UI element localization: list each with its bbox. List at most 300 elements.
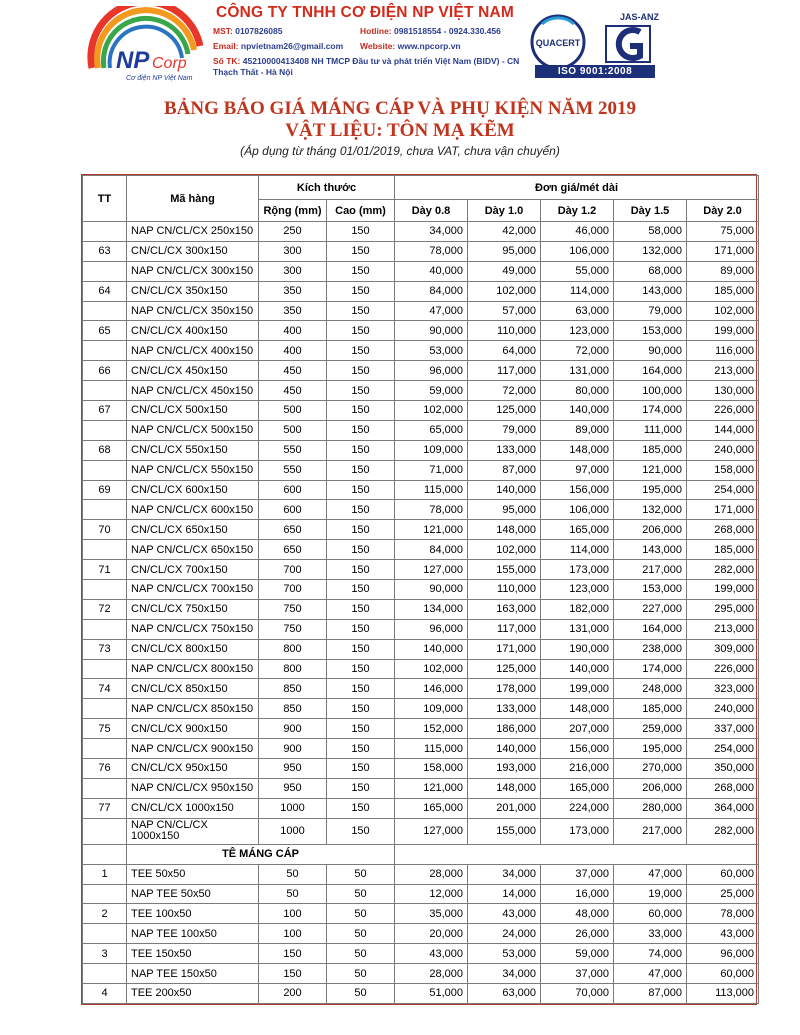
- cell-width: 550: [259, 440, 327, 460]
- email-value: npvietnam26@gmail.com: [240, 41, 344, 51]
- col-header-thickness-1-5: Dày 1.5: [614, 200, 687, 222]
- cell-price: 182,000: [541, 599, 614, 619]
- cell-price: 37,000: [541, 964, 614, 984]
- cell-tt: 63: [83, 241, 127, 261]
- cell-price: 133,000: [468, 699, 541, 719]
- cell-code: NAP CN/CL/CX 650x150: [127, 540, 259, 560]
- cell-price: 158,000: [395, 759, 468, 779]
- cell-width: 700: [259, 560, 327, 580]
- cell-price: 207,000: [541, 719, 614, 739]
- cell-price: 121,000: [395, 520, 468, 540]
- cell-price: 156,000: [541, 739, 614, 759]
- cell-price: 95,000: [468, 500, 541, 520]
- cell-code: NAP TEE 100x50: [127, 924, 259, 944]
- cell-tt: [83, 500, 127, 520]
- cell-price: 110,000: [468, 580, 541, 600]
- bank-account: [213, 56, 523, 78]
- cell-code: NAP TEE 150x50: [127, 964, 259, 984]
- cell-height: 150: [327, 798, 395, 818]
- table-row: [83, 341, 759, 361]
- cell-height: 150: [327, 659, 395, 679]
- table-row: [83, 924, 759, 944]
- cell-width: 1000: [259, 818, 327, 844]
- bank-account-label: Số TK:: [213, 56, 241, 66]
- table-row: [83, 639, 759, 659]
- cell-price: 217,000: [614, 560, 687, 580]
- cell-code: NAP CN/CL/CX 450x150: [127, 381, 259, 401]
- cell-price: 102,000: [395, 659, 468, 679]
- cell-price: 148,000: [541, 699, 614, 719]
- cell-price: 26,000: [541, 924, 614, 944]
- hotline-value: 0981518554 - 0924.330.456: [394, 26, 501, 36]
- cell-price: 28,000: [395, 964, 468, 984]
- cell-price: 132,000: [614, 241, 687, 261]
- cell-tt: [83, 222, 127, 242]
- cell-price: 35,000: [395, 904, 468, 924]
- cell-code: NAP CN/CL/CX 300x150: [127, 261, 259, 281]
- cell-price: 186,000: [468, 719, 541, 739]
- cell-price: 254,000: [687, 480, 759, 500]
- cell-price: 58,000: [614, 222, 687, 242]
- cell-height: 150: [327, 778, 395, 798]
- cell-price: 68,000: [614, 261, 687, 281]
- cell-tt: [83, 884, 127, 904]
- cell-price: 47,000: [614, 964, 687, 984]
- cell-code: NAP CN/CL/CX 950x150: [127, 778, 259, 798]
- cell-height: 150: [327, 719, 395, 739]
- cell-code: TEE 200x50: [127, 983, 259, 1003]
- price-table: [82, 175, 759, 1004]
- cell-height: 150: [327, 241, 395, 261]
- cell-height: 150: [327, 281, 395, 301]
- cell-width: 400: [259, 321, 327, 341]
- website: [360, 41, 461, 51]
- cell-price: 133,000: [468, 440, 541, 460]
- cell-price: 130,000: [687, 381, 759, 401]
- cell-tt: 1: [83, 864, 127, 884]
- cell-price: 226,000: [687, 401, 759, 421]
- table-row: [83, 321, 759, 341]
- cell-price: 185,000: [687, 281, 759, 301]
- cell-price: 78,000: [687, 904, 759, 924]
- cell-tt: [83, 818, 127, 844]
- col-header-thickness-1-2: Dày 1.2: [541, 200, 614, 222]
- cell-price: 111,000: [614, 420, 687, 440]
- pricing-note: (Áp dụng từ tháng 01/01/2019, chưa VAT, chưa vận chuyển): [240, 144, 560, 158]
- table-row: [83, 884, 759, 904]
- cell-price: 96,000: [395, 619, 468, 639]
- cell-price: 78,000: [395, 241, 468, 261]
- header-row-1: [83, 176, 759, 200]
- cell-width: 750: [259, 599, 327, 619]
- cell-tt: [83, 778, 127, 798]
- cell-price: 34,000: [395, 222, 468, 242]
- table-row: [83, 281, 759, 301]
- cell-height: 150: [327, 321, 395, 341]
- email: [213, 41, 343, 51]
- cell-price: 48,000: [541, 904, 614, 924]
- cell-price: 59,000: [395, 381, 468, 401]
- cell-height: 150: [327, 261, 395, 281]
- cell-price: 97,000: [541, 460, 614, 480]
- cell-width: 750: [259, 619, 327, 639]
- cell-price: 90,000: [395, 580, 468, 600]
- cell-tt: 73: [83, 639, 127, 659]
- cell-price: 47,000: [395, 301, 468, 321]
- cell-height: 50: [327, 944, 395, 964]
- table-row: [83, 301, 759, 321]
- table-row: [83, 798, 759, 818]
- cell-price: 106,000: [541, 500, 614, 520]
- cell-price: 364,000: [687, 798, 759, 818]
- cell-width: 650: [259, 540, 327, 560]
- cell-price: 148,000: [468, 520, 541, 540]
- cell-code: CN/CL/CX 1000x150: [127, 798, 259, 818]
- col-header-dimensions: Kích thước: [259, 176, 395, 200]
- cell-width: 850: [259, 679, 327, 699]
- cell-price: 87,000: [468, 460, 541, 480]
- cell-width: 300: [259, 261, 327, 281]
- cell-height: 50: [327, 964, 395, 984]
- cell-price: 55,000: [541, 261, 614, 281]
- cell-price: 140,000: [541, 401, 614, 421]
- cell-price: 213,000: [687, 619, 759, 639]
- cell-code: NAP CN/CL/CX 400x150: [127, 341, 259, 361]
- cell-tt: 69: [83, 480, 127, 500]
- cell-code: TEE 100x50: [127, 904, 259, 924]
- cell-height: 150: [327, 699, 395, 719]
- cell-price: 178,000: [468, 679, 541, 699]
- cell-price: 75,000: [687, 222, 759, 242]
- col-header-width: Rộng (mm): [259, 200, 327, 222]
- cell-height: 150: [327, 679, 395, 699]
- cell-price: 121,000: [614, 460, 687, 480]
- table-row: [83, 818, 759, 844]
- table-row: [83, 599, 759, 619]
- cell-price: 350,000: [687, 759, 759, 779]
- cell-code: CN/CL/CX 450x150: [127, 361, 259, 381]
- cell-width: 850: [259, 699, 327, 719]
- cell-height: 150: [327, 739, 395, 759]
- cell-tt: [83, 540, 127, 560]
- cell-price: 106,000: [541, 241, 614, 261]
- cell-price: 96,000: [395, 361, 468, 381]
- cell-tt: [83, 619, 127, 639]
- cell-tt: [83, 381, 127, 401]
- cell-price: 309,000: [687, 639, 759, 659]
- website-label: Website:: [360, 41, 396, 51]
- cell-width: 500: [259, 420, 327, 440]
- cell-price: 199,000: [687, 321, 759, 341]
- cell-price: 59,000: [541, 944, 614, 964]
- cell-code: CN/CL/CX 650x150: [127, 520, 259, 540]
- price-table-container: [81, 174, 757, 1005]
- cell-price: 49,000: [468, 261, 541, 281]
- cell-code: CN/CL/CX 300x150: [127, 241, 259, 261]
- cell-price: 42,000: [468, 222, 541, 242]
- cert-brand: QUACERT: [535, 38, 581, 48]
- cell-price: 165,000: [541, 778, 614, 798]
- material-subtitle: VẬT LIỆU: TÔN MẠ KẼM: [285, 120, 515, 141]
- cell-tt: 74: [83, 679, 127, 699]
- cell-code: CN/CL/CX 400x150: [127, 321, 259, 341]
- cell-width: 900: [259, 739, 327, 759]
- cell-width: 400: [259, 341, 327, 361]
- cell-price: 195,000: [614, 480, 687, 500]
- cell-price: 57,000: [468, 301, 541, 321]
- cell-price: 174,000: [614, 401, 687, 421]
- table-row: [83, 983, 759, 1003]
- cell-height: 150: [327, 580, 395, 600]
- cell-width: 950: [259, 759, 327, 779]
- cell-width: 50: [259, 884, 327, 904]
- cell-price: 110,000: [468, 321, 541, 341]
- cell-width: 800: [259, 639, 327, 659]
- table-row: [83, 699, 759, 719]
- cell-width: 250: [259, 222, 327, 242]
- svg-text:NP: NP: [116, 47, 150, 74]
- cell-code: NAP CN/CL/CX 750x150: [127, 619, 259, 639]
- col-header-height: Cao (mm): [327, 200, 395, 222]
- cell-tt: 67: [83, 401, 127, 421]
- cell-code: TEE 150x50: [127, 944, 259, 964]
- cell-price: 100,000: [614, 381, 687, 401]
- cell-price: 216,000: [541, 759, 614, 779]
- table-row: [83, 719, 759, 739]
- cell-price: 51,000: [395, 983, 468, 1003]
- cell-tt: [83, 420, 127, 440]
- cell-price: 171,000: [687, 500, 759, 520]
- company-name: CÔNG TY TNHH CƠ ĐIỆN NP VIỆT NAM: [215, 4, 515, 21]
- cell-tt: [83, 261, 127, 281]
- cell-price: 268,000: [687, 520, 759, 540]
- cell-width: 50: [259, 864, 327, 884]
- cell-price: 337,000: [687, 719, 759, 739]
- cell-price: 74,000: [614, 944, 687, 964]
- cell-price: 153,000: [614, 321, 687, 341]
- cell-price: 158,000: [687, 460, 759, 480]
- cell-width: 100: [259, 904, 327, 924]
- cell-price: 153,000: [614, 580, 687, 600]
- cell-price: 43,000: [687, 924, 759, 944]
- cell-width: 100: [259, 924, 327, 944]
- cell-price: 217,000: [614, 818, 687, 844]
- cell-price: 96,000: [687, 944, 759, 964]
- cell-height: 50: [327, 904, 395, 924]
- cell-price: 109,000: [395, 699, 468, 719]
- cell-height: 150: [327, 480, 395, 500]
- table-row: [83, 944, 759, 964]
- letterhead: [0, 0, 800, 90]
- cell-height: 150: [327, 619, 395, 639]
- cell-tt: 75: [83, 719, 127, 739]
- cell-price: 165,000: [541, 520, 614, 540]
- cell-height: 150: [327, 818, 395, 844]
- website-value: www.npcorp.vn: [397, 41, 461, 51]
- cell-code: CN/CL/CX 500x150: [127, 401, 259, 421]
- cell-price: 121,000: [395, 778, 468, 798]
- tax-code-label: MST:: [213, 26, 233, 36]
- cell-height: 150: [327, 301, 395, 321]
- table-row: [83, 261, 759, 281]
- cell-tt: 68: [83, 440, 127, 460]
- cell-price: 89,000: [541, 420, 614, 440]
- section-row-tee: [83, 844, 759, 864]
- cell-price: 19,000: [614, 884, 687, 904]
- table-row: [83, 440, 759, 460]
- cell-price: 113,000: [687, 983, 759, 1003]
- cell-code: CN/CL/CX 600x150: [127, 480, 259, 500]
- cell-width: 150: [259, 964, 327, 984]
- cell-price: 102,000: [395, 401, 468, 421]
- tax-code-value: 0107826085: [235, 26, 283, 36]
- cell-price: 155,000: [468, 818, 541, 844]
- cell-price: 102,000: [468, 540, 541, 560]
- cell-price: 84,000: [395, 281, 468, 301]
- cell-code: NAP CN/CL/CX 1000x150: [127, 818, 259, 844]
- cell-price: 87,000: [614, 983, 687, 1003]
- cell-price: 53,000: [395, 341, 468, 361]
- cell-tt: [83, 924, 127, 944]
- cell-height: 150: [327, 639, 395, 659]
- table-row: [83, 241, 759, 261]
- cell-tt: 4: [83, 983, 127, 1003]
- cell-price: 117,000: [468, 619, 541, 639]
- cell-price: 123,000: [541, 580, 614, 600]
- cell-price: 140,000: [541, 659, 614, 679]
- cell-tt: 77: [83, 798, 127, 818]
- cell-tt: 76: [83, 759, 127, 779]
- cell-price: 240,000: [687, 440, 759, 460]
- cell-price: 72,000: [541, 341, 614, 361]
- cell-price: 171,000: [687, 241, 759, 261]
- table-row: [83, 904, 759, 924]
- cell-price: 34,000: [468, 864, 541, 884]
- cell-price: 89,000: [687, 261, 759, 281]
- cell-width: 500: [259, 401, 327, 421]
- cell-width: 650: [259, 520, 327, 540]
- cell-price: 80,000: [541, 381, 614, 401]
- cell-tt: 66: [83, 361, 127, 381]
- cell-price: 79,000: [614, 301, 687, 321]
- cell-price: 165,000: [395, 798, 468, 818]
- cell-price: 127,000: [395, 818, 468, 844]
- cell-tt: 70: [83, 520, 127, 540]
- cell-price: 323,000: [687, 679, 759, 699]
- cell-price: 114,000: [541, 540, 614, 560]
- tax-code: [213, 26, 283, 36]
- table-row: [83, 460, 759, 480]
- cell-width: 200: [259, 983, 327, 1003]
- iso-badge: ISO 9001:2008: [535, 65, 655, 78]
- cell-price: 116,000: [687, 341, 759, 361]
- cell-price: 109,000: [395, 440, 468, 460]
- cell-height: 150: [327, 540, 395, 560]
- table-row: [83, 520, 759, 540]
- cell-price: 155,000: [468, 560, 541, 580]
- cell-price: 123,000: [541, 321, 614, 341]
- table-row: [83, 679, 759, 699]
- cell-code: NAP CN/CL/CX 500x150: [127, 420, 259, 440]
- cell-tt: [83, 699, 127, 719]
- cell-price: 102,000: [468, 281, 541, 301]
- cell-price: 90,000: [614, 341, 687, 361]
- table-row: [83, 480, 759, 500]
- cell-price: 60,000: [687, 864, 759, 884]
- hotline-label: Hotline:: [360, 26, 392, 36]
- cell-width: 800: [259, 659, 327, 679]
- cell-width: 150: [259, 944, 327, 964]
- cell-width: 350: [259, 281, 327, 301]
- cell-price: 238,000: [614, 639, 687, 659]
- table-row: [83, 401, 759, 421]
- cell-price: 115,000: [395, 480, 468, 500]
- cell-price: 173,000: [541, 560, 614, 580]
- cell-code: CN/CL/CX 800x150: [127, 639, 259, 659]
- cell-price: 164,000: [614, 619, 687, 639]
- cell-price: 140,000: [468, 480, 541, 500]
- cell-price: 24,000: [468, 924, 541, 944]
- cell-tt: 72: [83, 599, 127, 619]
- cell-tt: 71: [83, 560, 127, 580]
- cell-code: NAP TEE 50x50: [127, 884, 259, 904]
- cell-tt: [83, 301, 127, 321]
- cell-price: 132,000: [614, 500, 687, 520]
- cell-code: CN/CL/CX 900x150: [127, 719, 259, 739]
- cell-width: 1000: [259, 798, 327, 818]
- logo-tagline: Cơ điện NP Việt Nam: [126, 75, 193, 82]
- cell-tt: 2: [83, 904, 127, 924]
- cell-price: 282,000: [687, 560, 759, 580]
- cell-price: 144,000: [687, 420, 759, 440]
- cell-tt: [83, 964, 127, 984]
- cell-width: 900: [259, 719, 327, 739]
- cell-price: 65,000: [395, 420, 468, 440]
- cell-height: 150: [327, 560, 395, 580]
- cell-price: 60,000: [687, 964, 759, 984]
- cell-price: 47,000: [614, 864, 687, 884]
- cell-height: 150: [327, 500, 395, 520]
- cell-price: 134,000: [395, 599, 468, 619]
- cell-height: 150: [327, 361, 395, 381]
- cell-tt: 64: [83, 281, 127, 301]
- table-row: [83, 619, 759, 639]
- cell-tt: [83, 739, 127, 759]
- cell-price: 37,000: [541, 864, 614, 884]
- cell-price: 148,000: [468, 778, 541, 798]
- cell-price: 226,000: [687, 659, 759, 679]
- cell-height: 150: [327, 759, 395, 779]
- cell-code: CN/CL/CX 350x150: [127, 281, 259, 301]
- cell-price: 25,000: [687, 884, 759, 904]
- cell-height: 150: [327, 599, 395, 619]
- cell-price: 171,000: [468, 639, 541, 659]
- cell-price: 127,000: [395, 560, 468, 580]
- cell-width: 600: [259, 500, 327, 520]
- cell-tt: 3: [83, 944, 127, 964]
- cell-price: 63,000: [541, 301, 614, 321]
- cell-price: 43,000: [395, 944, 468, 964]
- cell-price: 117,000: [468, 361, 541, 381]
- npcorp-logo: [82, 6, 212, 84]
- col-header-thickness-2-0: Dày 2.0: [687, 200, 759, 222]
- cell-price: 43,000: [468, 904, 541, 924]
- cell-width: 950: [259, 778, 327, 798]
- cell-price: 163,000: [468, 599, 541, 619]
- cell-price: 16,000: [541, 884, 614, 904]
- cell-price: 190,000: [541, 639, 614, 659]
- cell-price: 259,000: [614, 719, 687, 739]
